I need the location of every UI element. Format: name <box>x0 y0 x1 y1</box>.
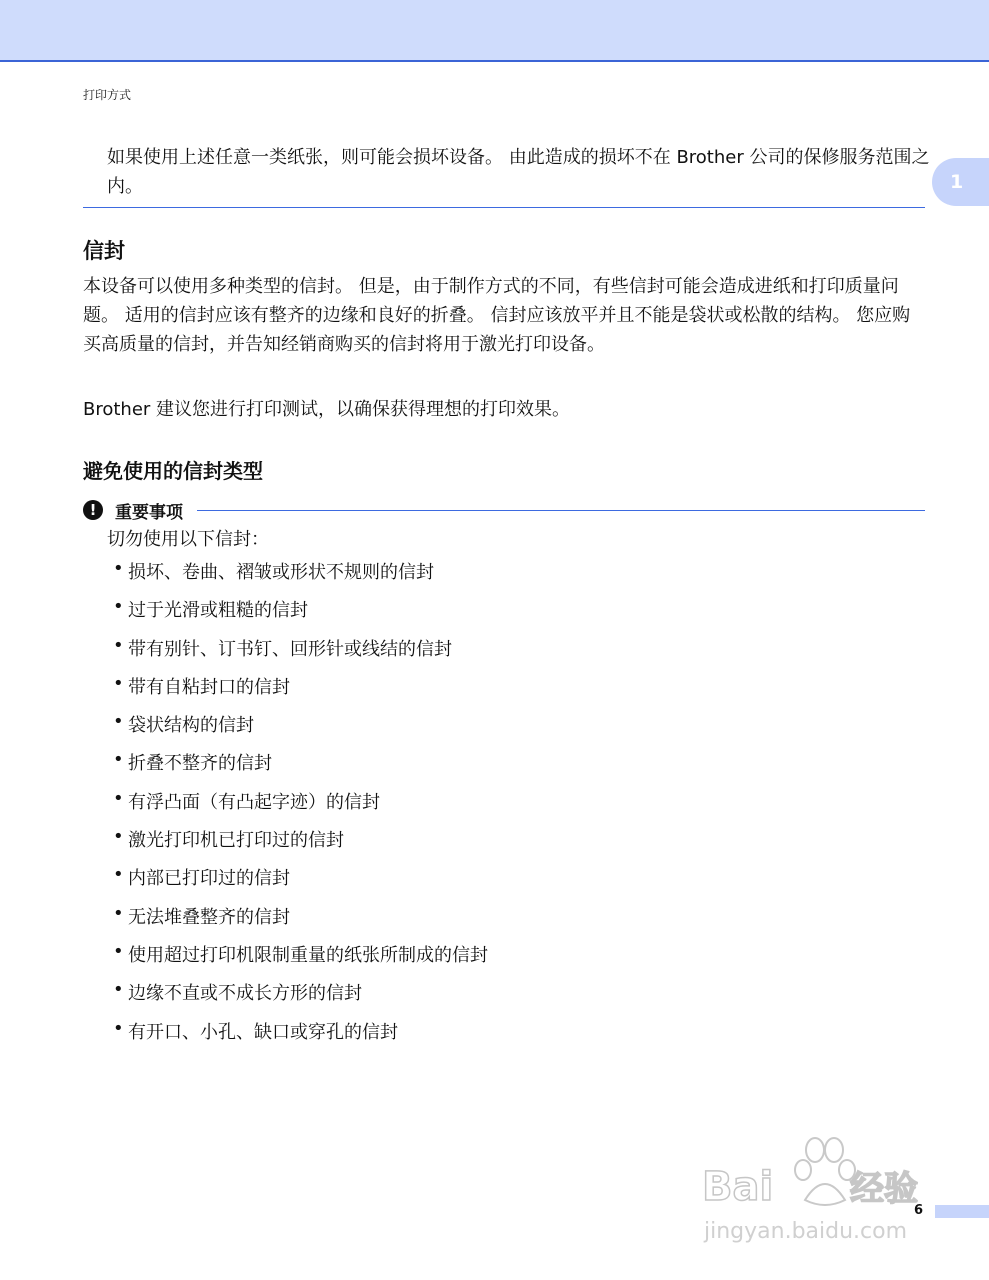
list-item-text: 折叠不整齐的信封 <box>128 753 272 775</box>
header-band <box>0 0 989 60</box>
list-item-text: 有开口、小孔、缺口或穿孔的信封 <box>128 1021 398 1043</box>
svg-text:Bai: Bai <box>702 1164 774 1210</box>
list-item <box>113 711 488 749</box>
subsection-title: 避免使用的信封类型 <box>83 459 263 483</box>
bullet: • <box>113 558 124 579</box>
section-paragraph-2: Brother 建议您进行打印测试，以确保获得理想的打印效果。 <box>83 399 571 420</box>
bullet: • <box>113 864 124 886</box>
bullet: • <box>113 979 124 1001</box>
important-label: 重要事项 <box>115 502 183 523</box>
chapter-number: 1 <box>950 171 964 193</box>
note-divider <box>83 207 925 208</box>
bullet: • <box>113 596 124 618</box>
bullet: • <box>113 787 124 809</box>
bullet: • <box>113 749 124 771</box>
note-text: 如果使用上述任意一类纸张，则可能会损坏设备。 由此造成的损坏不在 Brother 公司的保修服务范围之内。 <box>107 147 930 197</box>
list-item-text: 有浮凸面（有凸起字迹）的信封 <box>128 791 380 813</box>
bullet: • <box>113 634 124 656</box>
list-item <box>113 826 488 864</box>
list-item-text: 带有自粘封口的信封 <box>128 676 290 698</box>
section-paragraph-1: 本设备可以使用多种类型的信封。 但是，由于制作方式的不同，有些信封可能会造成进纸和打印质量问题。 适用的信封应该有整齐的边缘和良好的折叠。 信封应该放平并且不能是袋状或松散的结构。 您应购买高质量的信封，并告知经销商购买的信封将用于激光打印设备。 <box>83 276 911 355</box>
list-item-text: 内部已打印过的信封 <box>128 868 290 890</box>
list-item <box>113 941 488 979</box>
header-rule <box>0 60 989 62</box>
baidu-jingyan-watermark <box>700 1128 930 1248</box>
bullet: • <box>113 711 124 733</box>
list-item-text: 袋状结构的信封 <box>128 715 254 737</box>
list-item <box>113 979 488 1017</box>
important-heading <box>83 499 925 521</box>
list-item <box>113 596 488 634</box>
list-item <box>113 558 488 596</box>
list-intro: 切勿使用以下信封： <box>107 529 269 550</box>
list-item-text: 过于光滑或粗糙的信封 <box>128 600 308 622</box>
list-item <box>113 749 488 787</box>
list-item-text: 激光打印机已打印过的信封 <box>128 830 344 852</box>
list-item <box>113 1018 488 1056</box>
list-item-text: 带有别针、订书钉、回形针或线结的信封 <box>128 638 452 660</box>
svg-text:经验: 经验 <box>850 1169 918 1209</box>
section-title: 信封 <box>83 239 125 263</box>
list-item <box>113 635 488 673</box>
list-item-text: 无法堆叠整齐的信封 <box>128 906 290 928</box>
footer-bar <box>935 1205 989 1218</box>
page-number: 6 <box>914 1203 924 1218</box>
list-item <box>113 673 488 711</box>
list-item-text: 损坏、卷曲、褶皱或形状不规则的信封 <box>128 562 434 583</box>
important-rule <box>197 510 925 511</box>
list-item-text: 边缘不直或不成长方形的信封 <box>128 983 362 1005</box>
exclamation-icon: ! <box>83 500 103 520</box>
bullet: • <box>113 940 124 962</box>
list-item <box>113 788 488 826</box>
svg-text:jingyan.baidu.com: jingyan.baidu.com <box>704 1219 908 1244</box>
bullet: • <box>113 1017 124 1039</box>
bullet: • <box>113 672 124 694</box>
list-item <box>113 903 488 941</box>
bullet: • <box>113 826 124 848</box>
list-item <box>113 864 488 902</box>
chapter-tab <box>932 158 989 206</box>
bullet: • <box>113 902 124 924</box>
avoid-envelope-list <box>113 558 488 1056</box>
list-item-text: 使用超过打印机限制重量的纸张所制成的信封 <box>128 944 488 966</box>
running-title: 打印方式 <box>83 88 132 102</box>
